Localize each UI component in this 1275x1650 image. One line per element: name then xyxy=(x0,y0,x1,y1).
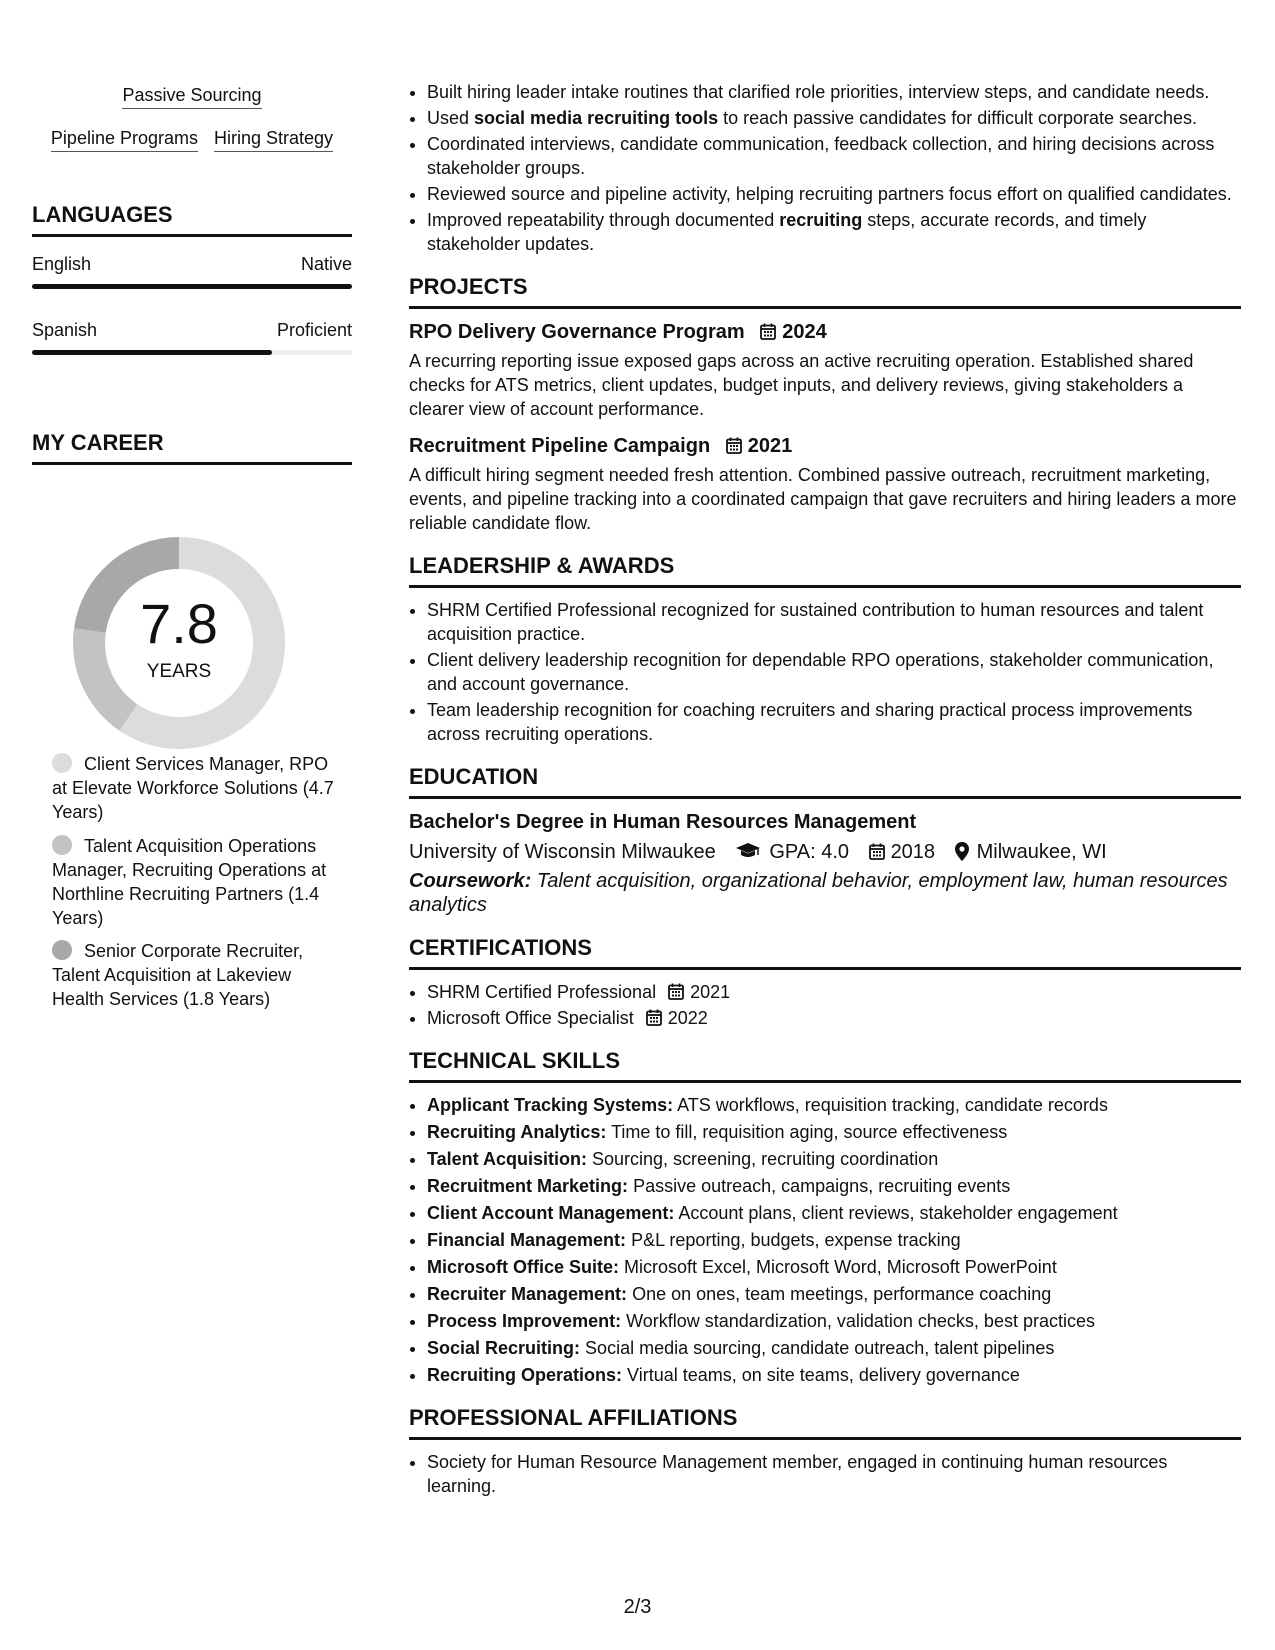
skill-value: Workflow standardization, validation checks, best practices xyxy=(626,1311,1095,1331)
skills-heading: TECHNICAL SKILLS xyxy=(409,1048,1241,1083)
legend-dot xyxy=(52,753,72,773)
skill-item xyxy=(427,1174,1241,1198)
project-name: RPO Delivery Governance Program xyxy=(409,321,745,343)
career-item-text: Client Services Manager, RPO at Elevate Workforce Solutions (4.7 Years) xyxy=(52,754,334,822)
skill-item xyxy=(427,1228,1241,1252)
skill-value: Passive outreach, campaigns, recruiting events xyxy=(633,1176,1011,1196)
skill-label: Microsoft Office Suite: xyxy=(427,1257,620,1277)
career-total: 7.8 xyxy=(140,592,218,655)
career-item xyxy=(52,752,342,824)
language-row xyxy=(32,320,352,341)
page-number: 2/3 xyxy=(623,1596,652,1618)
skill-label: Talent Acquisition: xyxy=(427,1149,587,1169)
leadership-heading: LEADERSHIP & AWARDS xyxy=(409,553,1241,588)
donut-segment xyxy=(73,628,137,730)
project-title xyxy=(409,433,1241,459)
cert-date: 2021 xyxy=(668,982,730,1002)
career-donut-chart xyxy=(66,530,292,756)
project-date: 2021 xyxy=(726,435,793,457)
tag-row-1 xyxy=(32,84,352,109)
school-location: Milwaukee, WI xyxy=(955,841,1107,863)
skill-item xyxy=(427,1147,1241,1171)
skill-item xyxy=(427,1336,1241,1360)
skill-item xyxy=(427,1093,1241,1117)
skill-label: Recruiting Operations: xyxy=(427,1365,623,1385)
experience-bullet: • Reviewed source and pipeline activity, helping recruiting partners focus effort on qualified candidates. xyxy=(427,182,1241,206)
skill-item xyxy=(427,1363,1241,1387)
skill-tag: Hiring Strategy xyxy=(214,127,333,152)
skill-value: Social media sourcing, candidate outreach, talent pipelines xyxy=(585,1338,1055,1358)
skill-item xyxy=(427,1201,1241,1225)
project-title xyxy=(409,319,1241,345)
education-meta xyxy=(409,837,1241,867)
skill-item xyxy=(427,1309,1241,1333)
skill-label: Financial Management: xyxy=(427,1230,627,1250)
skill-value: Microsoft Excel, Microsoft Word, Microsoft PowerPoint xyxy=(624,1257,1057,1277)
gpa: GPA: 4.0 xyxy=(735,841,849,863)
skill-tag: Passive Sourcing xyxy=(122,84,261,109)
tag-row-2 xyxy=(32,127,352,152)
career-item xyxy=(52,834,342,930)
calendar-icon xyxy=(760,323,776,340)
language-name: Spanish xyxy=(32,320,98,340)
language-bar xyxy=(32,284,352,289)
coursework xyxy=(409,869,1241,917)
skill-value: One on ones, team meetings, performance coaching xyxy=(632,1284,1052,1304)
calendar-icon xyxy=(646,1009,662,1026)
list-item: • SHRM Certified Professional 2021 xyxy=(427,980,1241,1004)
career-item-text: Senior Corporate Recruiter, Talent Acquisition at Lakeview Health Services (1.8 Years) xyxy=(52,941,304,1009)
project-name: Recruitment Pipeline Campaign xyxy=(409,435,711,457)
language-row xyxy=(32,254,352,275)
list-item: • Society for Human Resource Management member, engaged in continuing human resources learning. xyxy=(427,1450,1241,1498)
skill-label: Social Recruiting: xyxy=(427,1338,581,1358)
skill-item xyxy=(427,1120,1241,1144)
skill-label: Process Improvement: xyxy=(427,1311,622,1331)
leadership-list xyxy=(409,598,1241,746)
skill-value: P&L reporting, budgets, expense tracking xyxy=(631,1230,961,1250)
legend-dot xyxy=(52,940,72,960)
main-content xyxy=(409,80,1241,1500)
skill-label: Recruiter Management: xyxy=(427,1284,628,1304)
skill-tag: Pipeline Programs xyxy=(51,127,198,152)
graduation-cap-icon xyxy=(735,842,761,860)
language-bar-fill xyxy=(32,284,352,289)
language-bar-fill xyxy=(32,350,272,355)
coursework-text: Talent acquisition, organizational behavior, employment law, human resources analytics xyxy=(409,870,1228,916)
skill-label: Client Account Management: xyxy=(427,1203,675,1223)
skill-value: Virtual teams, on site teams, delivery governance xyxy=(627,1365,1020,1385)
list-item: • Client delivery leadership recognition for dependable RPO operations, stakeholder communication, and account governance. xyxy=(427,648,1241,696)
skills-list xyxy=(409,1093,1241,1387)
career-unit: YEARS xyxy=(146,661,212,682)
experience-bullet: • Improved repeatability through documented recruiting steps, accurate records, and timely stakeholder updates. xyxy=(427,208,1241,256)
skill-label: Recruiting Analytics: xyxy=(427,1122,607,1142)
project-date: 2024 xyxy=(760,321,827,343)
list-item: • SHRM Certified Professional recognized for sustained contribution to human resources and talent acquisition practice. xyxy=(427,598,1241,646)
map-pin-icon xyxy=(955,842,969,861)
experience-bullet: • Coordinated interviews, candidate communication, feedback collection, and hiring decisions across stakeholder groups. xyxy=(427,132,1241,180)
school-name: University of Wisconsin Milwaukee xyxy=(409,841,716,863)
skill-value: ATS workflows, requisition tracking, candidate records xyxy=(677,1095,1108,1115)
education-heading: EDUCATION xyxy=(409,764,1241,799)
skill-item xyxy=(427,1255,1241,1279)
affiliations-list xyxy=(409,1450,1241,1498)
language-bar xyxy=(32,350,352,355)
calendar-icon xyxy=(869,843,885,860)
project-description: A recurring reporting issue exposed gaps across an active recruiting operation. Established shared checks for ATS metrics, client updates, budget inputs, and delivery reviews, giving stakeholders a clearer view of account performance. xyxy=(409,351,1194,419)
degree-title: Bachelor's Degree in Human Resources Management xyxy=(409,811,917,833)
graduation-year: 2018 xyxy=(869,841,936,863)
affiliations-heading: PROFESSIONAL AFFILIATIONS xyxy=(409,1405,1241,1440)
legend-dot xyxy=(52,835,72,855)
language-level: Native xyxy=(300,254,352,274)
language-name: English xyxy=(32,254,92,274)
career-heading: MY CAREER xyxy=(32,430,352,465)
language-level: Proficient xyxy=(276,320,352,340)
list-item: • Microsoft Office Specialist 2022 xyxy=(427,1006,1241,1030)
skill-label: Applicant Tracking Systems: xyxy=(427,1095,674,1115)
certifications-heading: CERTIFICATIONS xyxy=(409,935,1241,970)
experience-bullet: • Built hiring leader intake routines that clarified role priorities, interview steps, and candidate needs. xyxy=(427,80,1241,104)
languages-heading: LANGUAGES xyxy=(32,202,352,237)
calendar-icon xyxy=(726,437,742,454)
project-description: A difficult hiring segment needed fresh attention. Combined passive outreach, recruitment marketing, events, and pipeline tracking into a coordinated campaign that gave recruiters and hiring leaders a more reliable candidate flow. xyxy=(409,465,1237,533)
skill-value: Account plans, client reviews, stakeholder engagement xyxy=(678,1203,1118,1223)
skill-label: Recruitment Marketing: xyxy=(427,1176,629,1196)
list-item: • Team leadership recognition for coaching recruiters and sharing practical process improvements across recruiting operations. xyxy=(427,698,1241,746)
calendar-icon xyxy=(668,983,684,1000)
skill-value: Sourcing, screening, recruiting coordination xyxy=(592,1149,939,1169)
cert-date: 2022 xyxy=(646,1008,708,1028)
skill-value: Time to fill, requisition aging, source effectiveness xyxy=(611,1122,1008,1142)
certifications-list xyxy=(409,980,1241,1030)
career-item-text: Talent Acquisition Operations Manager, Recruiting Operations at Northline Recruiting Partners (1.4 Years) xyxy=(52,836,327,928)
projects-heading: PROJECTS xyxy=(409,274,1241,309)
career-item xyxy=(52,939,342,1011)
skill-item xyxy=(427,1282,1241,1306)
experience-bullets xyxy=(409,80,1241,256)
experience-bullet: • Used social media recruiting tools to reach passive candidates for difficult corporate searches. xyxy=(427,106,1241,130)
coursework-label: Coursework: xyxy=(409,870,532,892)
